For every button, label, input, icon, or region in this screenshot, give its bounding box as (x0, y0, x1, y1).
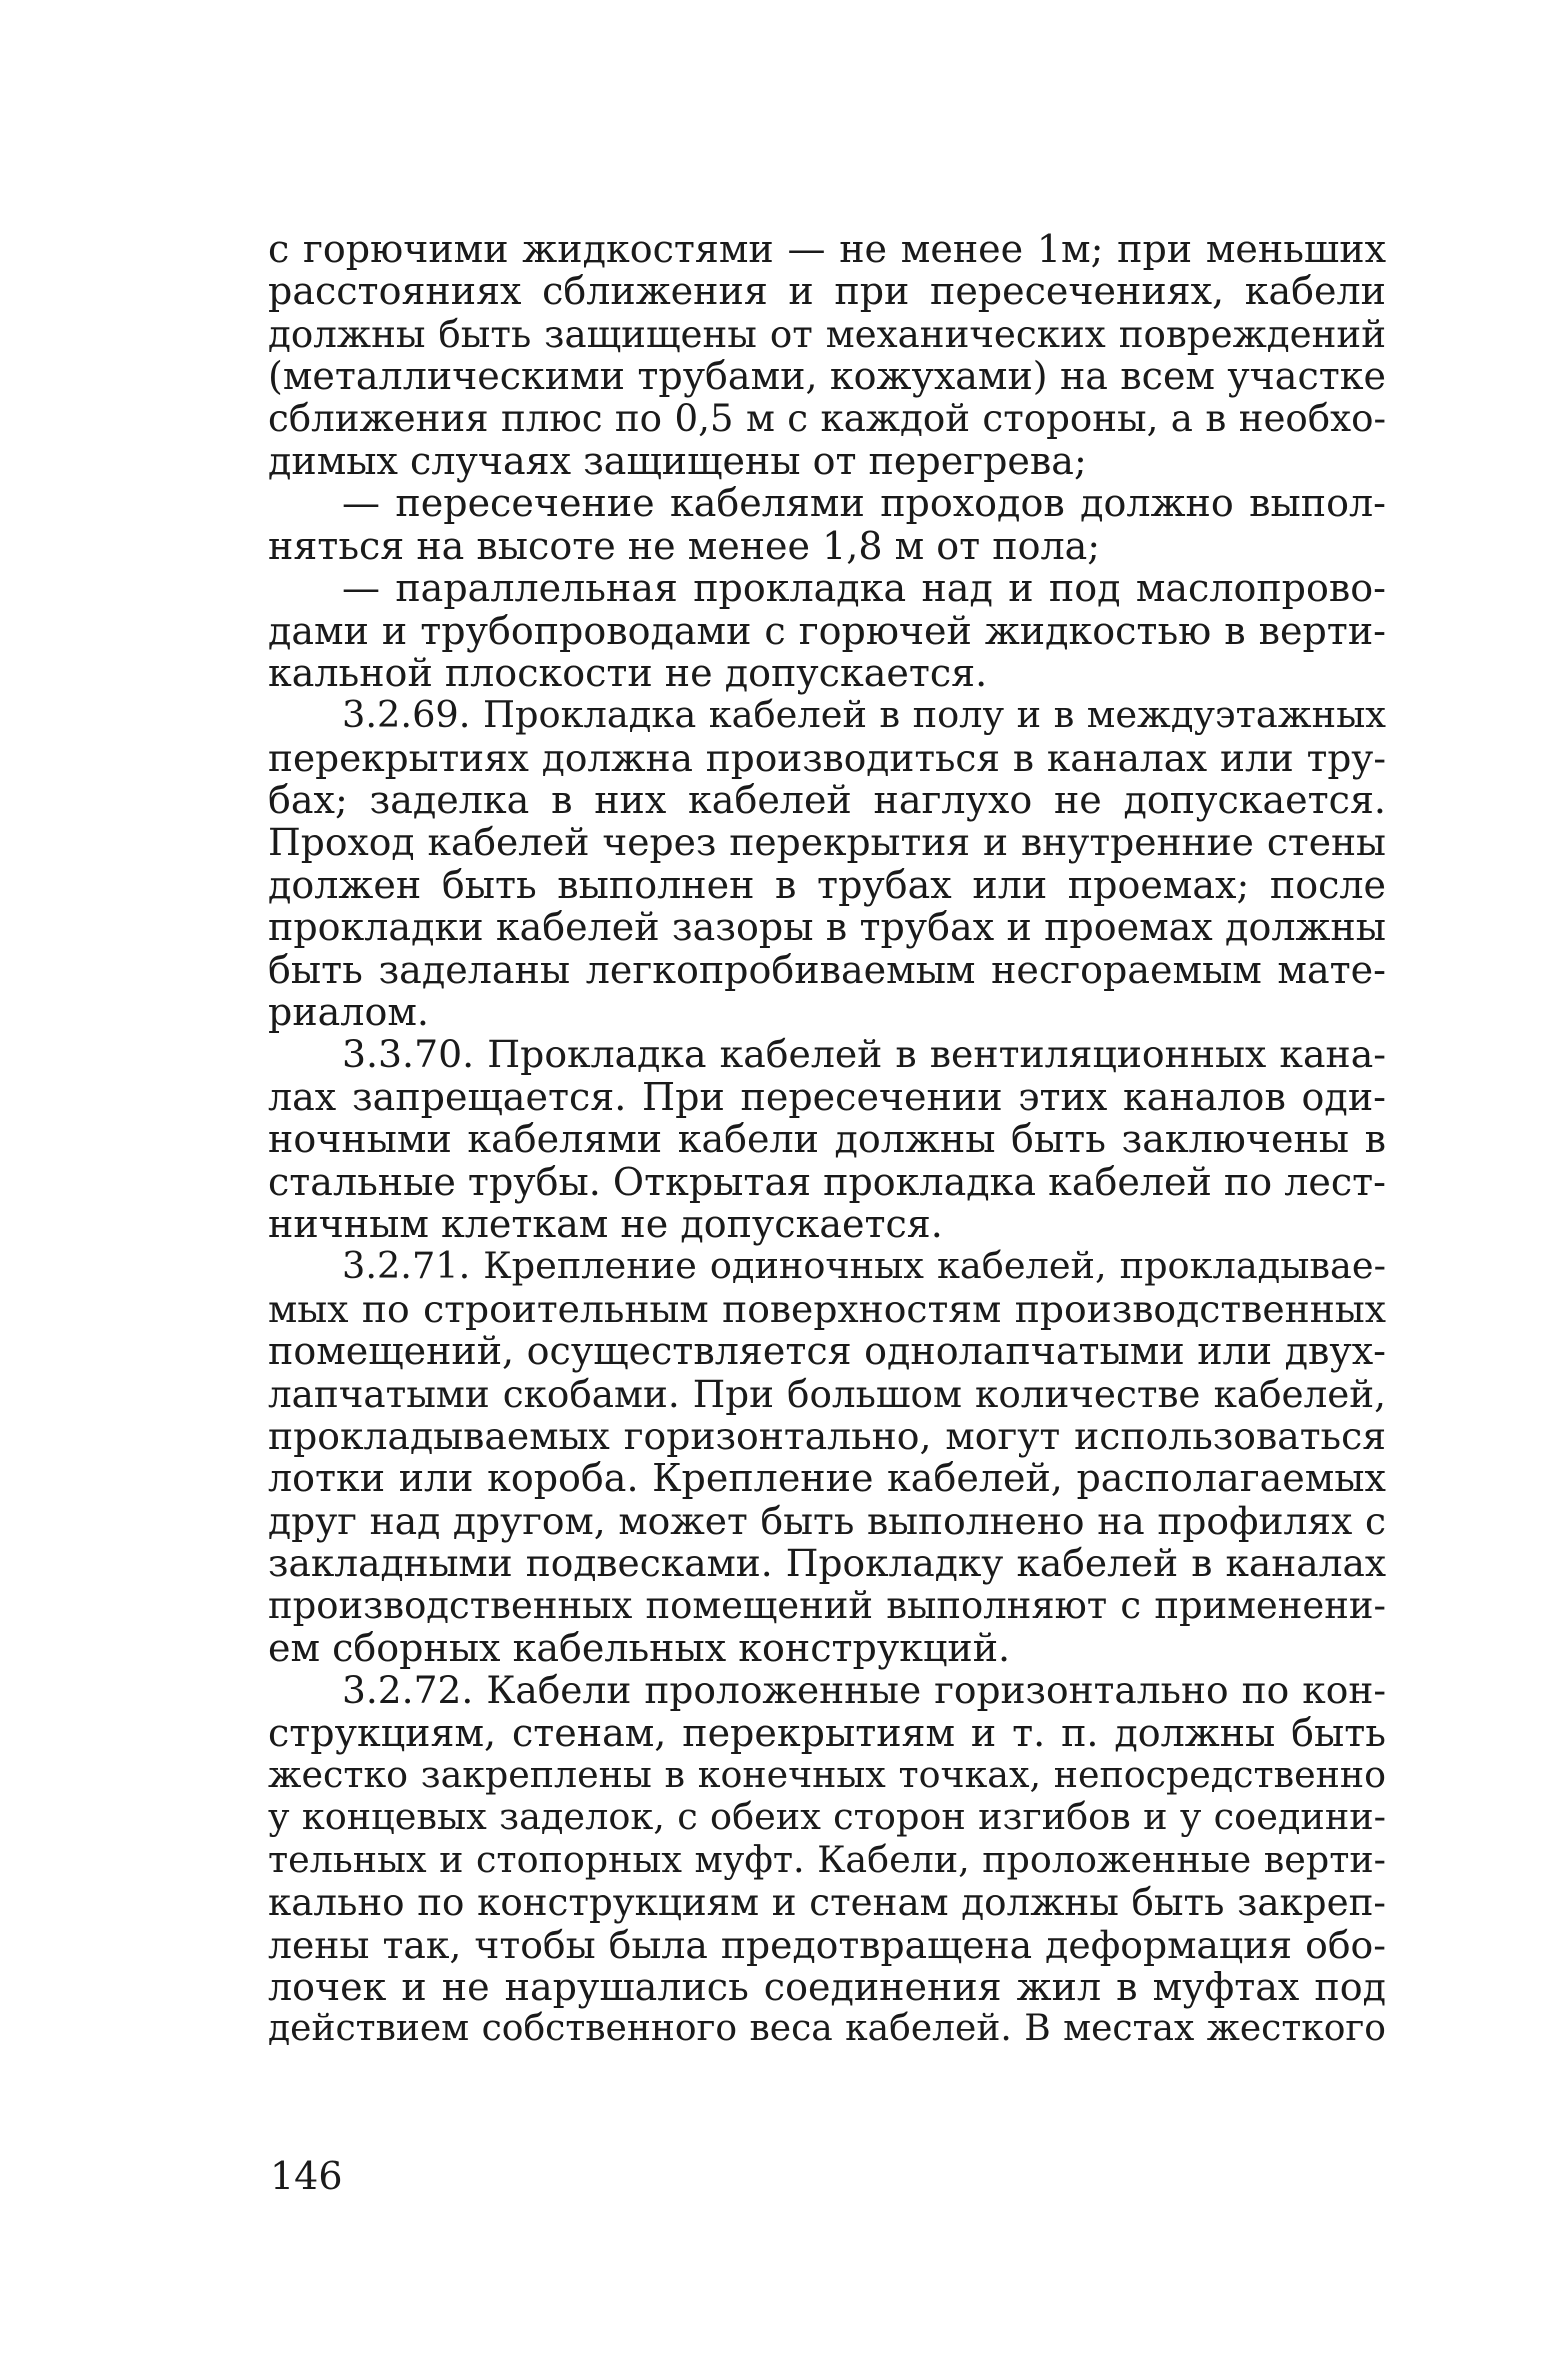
text-line: лены так, чтобы была предотвращена деформация обо- (268, 1922, 1386, 1967)
text-line: струкциям, стенам, перекрытиям и т. п. должны быть (268, 1710, 1386, 1755)
text-line: димых случаях защищены от перегрева; (268, 438, 1087, 483)
text-line: закладными подвесками. Прокладку кабелей в каналах (268, 1541, 1386, 1586)
text-line: помещений, осуществляется однолапчатыми или двух- (268, 1329, 1386, 1374)
text-line: ем сборных кабельных конструкций. (268, 1625, 1011, 1670)
page-number: 146 (270, 2154, 343, 2198)
text-line: друг над другом, может быть выполнено на профилях с (268, 1498, 1386, 1543)
text-line: лах запрещается. При пересечении этих каналов оди- (268, 1074, 1386, 1119)
text-line: кально по конструкциям и стенам должны быть закреп- (268, 1880, 1386, 1925)
text-line: расстояниях сближения и при пересечениях, кабели (268, 269, 1386, 314)
text-line: ничным клеткам не допускается. (268, 1201, 943, 1246)
text-line: лапчатыми скобами. При большом количестве кабелей, (268, 1371, 1386, 1416)
text-line: сближения плюс по 0,5 м с каждой стороны, а в необхо- (268, 396, 1386, 440)
text-line: лочек и не нарушались соединения жил в муфтах под (268, 1965, 1386, 2010)
text-line: Проход кабелей через перекрытия и внутренние стены (268, 820, 1386, 865)
text-line: стальные трубы. Открытая прокладка кабелей по лест- (268, 1159, 1386, 1204)
text-line: быть заделаны легкопробиваемым несгораемым мате- (268, 947, 1386, 992)
text-line: 3.2.72. Кабели проложенные горизонтально по кон- (342, 1668, 1386, 1713)
text-line: действием собственного веса кабелей. В местах жесткого (268, 2008, 1386, 2050)
text-line: жестко закреплены в конечных точках, непосредственно (268, 1753, 1386, 1797)
text-line: должен быть выполнен в трубах или проемах; после (268, 862, 1386, 907)
text-line: 3.2.69. Прокладка кабелей в полу и в междуэтажных (342, 693, 1386, 737)
text-line: у концевых заделок, с обеих сторон изгибов и у соедини- (268, 1795, 1386, 1839)
text-line: кальной плоскости не допускается. (268, 650, 988, 695)
text-line: прокладки кабелей зазоры в трубах и проемах должны (268, 905, 1386, 950)
text-line: производственных помещений выполняют с применени- (268, 1583, 1386, 1627)
text-line: лотки или короба. Крепление кабелей, располагаемых (268, 1456, 1386, 1501)
text-line: — параллельная прокладка над и под маслопрово- (342, 566, 1386, 611)
text-line: 3.3.70. Прокладка кабелей в вентиляционных кана- (342, 1032, 1386, 1077)
text-line: дами и трубопроводами с горючей жидкостью в верти- (268, 608, 1386, 653)
text-line: с горючими жидкостями — не менее 1м; при меньших (268, 227, 1386, 271)
text-line: няться на высоте не менее 1,8 м от пола; (268, 523, 1101, 568)
text-line: должны быть защищены от механических повреждений (268, 311, 1386, 356)
text-line: — пересечение кабелями проходов должно выпол- (342, 481, 1386, 526)
text-line: перекрытиях должна производиться в каналах или тру- (268, 735, 1386, 780)
text-line: мых по строительным поверхностям производственных (268, 1286, 1386, 1331)
body-text (268, 228, 1386, 2051)
text-line: (металлическими трубами, кожухами) на всем участке (268, 354, 1386, 399)
text-line: ночными кабелями кабели должны быть заключены в (268, 1117, 1386, 1162)
text-line: прокладываемых горизонтально, могут использоваться (268, 1413, 1386, 1458)
text-line: 3.2.71. Крепление одиночных кабелей, прокладывае- (342, 1244, 1386, 1288)
text-line: риалом. (268, 990, 429, 1035)
text-line: тельных и стопорных муфт. Кабели, проложенные верти- (268, 1837, 1386, 1881)
text-line: бах; заделка в них кабелей наглухо не допускается. (268, 778, 1386, 823)
